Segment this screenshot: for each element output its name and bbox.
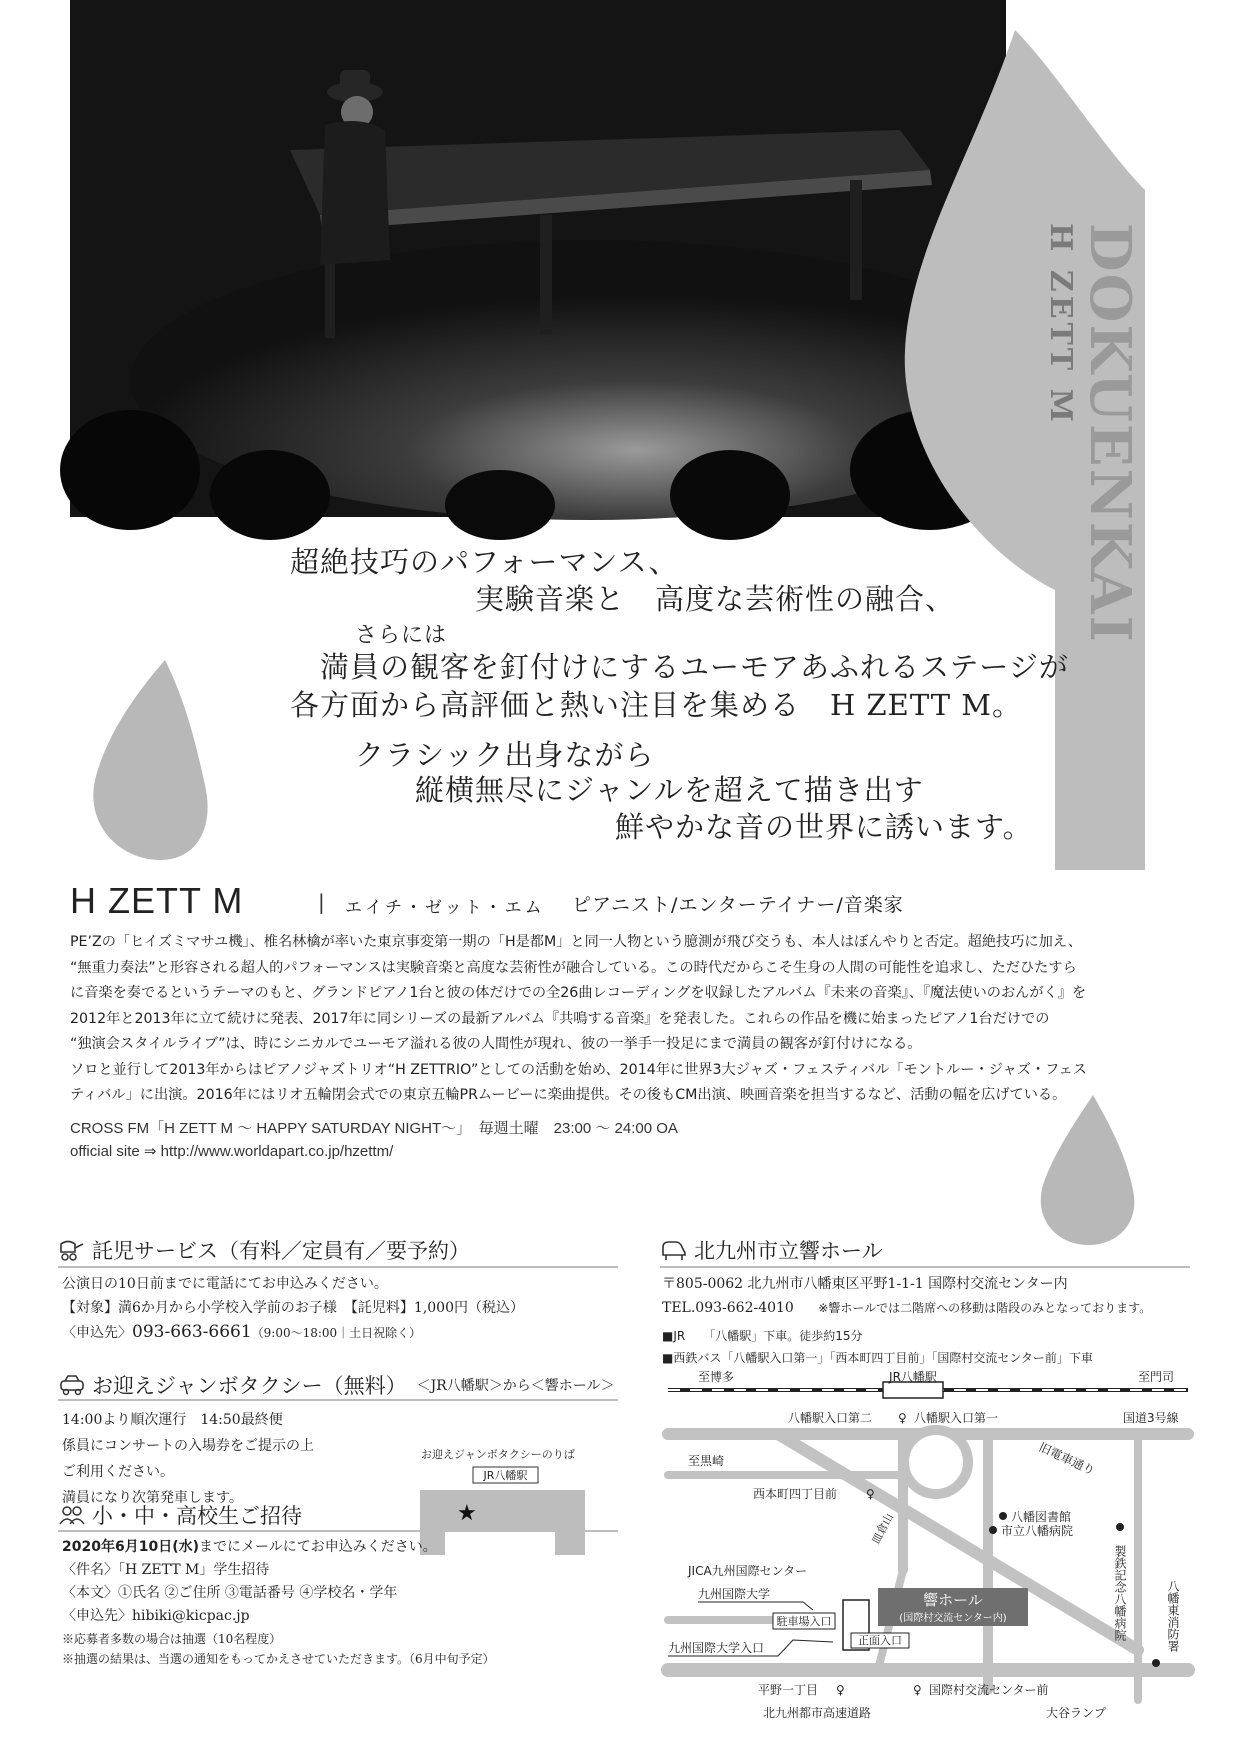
map-otani: 大谷ランプ [1046,1706,1107,1720]
map-to-moji: 至門司 [1138,1370,1175,1384]
section-divider [58,1530,618,1532]
piano-icon [660,1239,688,1261]
vertical-title [1043,215,1143,835]
artist-titles: ピアニスト/エンターテイナー/音楽家 [572,894,904,916]
bio-line: PE’Zの「ヒイズミマサユ機」、椎名林檎が率いた東京事変第一期の「H是都M」と同一人物という臆測が飛び交うも、本人はぼんやりと否定。超絶技巧に加え、 [70,934,1083,950]
students-note-2: ※抽選の結果は、当選の通知をもってかえさせていただきます。（6月中旬予定） [62,1652,495,1666]
official-site-link[interactable]: official site ⇒ http://www.worldapart.co.jp/hzettm/ [70,1143,394,1160]
map-to-hakata: 至博多 [698,1370,735,1384]
catchcopy-line-6: クラシック出身ながら [355,738,655,772]
catchcopy-line-4: 満員の観客を釘付けにするユーモアあふれるステージが [320,650,1069,684]
childcare-line-3 [62,1320,524,1344]
bio-line: ティバル」に出演。2016年にはリオ五輪閉会式での東京五輪PRムービーに楽曲提供。その後もCM出演、映画音楽を担当するなど、活動の幅を広げている。 [70,1087,1067,1103]
map-library: 八幡図書館 [1011,1510,1072,1524]
venue-access-bus: ■西鉄バス「八幡駅入口第一」「西本町四丁目前」「国際村交流センター前」下車 [662,1351,1093,1365]
students-heading [58,1500,302,1530]
students-line-2: 〈件名〉「H ZETT M」学生招待 [62,1562,270,1578]
students-line-1 [62,1536,495,1559]
map-main-entrance: 正面入口 [858,1634,902,1647]
bio-line: “無重力奏法”と形容される超人的パフォーマンスは実験音楽と高度な芸術性が融合している。この時代だからこそ生身の人間の可能性を追求し、ただひたすら [70,959,1077,976]
map-hibiki: 響ホール [923,1591,983,1609]
students-line-3: 〈本文〉①氏名 ②ご住所 ③電話番号 ④学校名・学年 [62,1585,398,1601]
catchcopy-line-7: 縦横無尽にジャンルを超えて描き出す [415,773,924,807]
venue-heading-text: 北九州市立響ホール [694,1239,883,1263]
map-fire-station: 八幡東消防署 [1166,1580,1180,1652]
map-univ-road: 九州国際大学入口 [668,1641,765,1655]
section-divider [58,1266,618,1268]
taxi-route: ＜JR八幡駅＞から＜響ホール＞ [416,1378,615,1394]
map-shrine-road: 皿倉山 [869,1511,897,1547]
students-deadline: 2020年6月10日(水) [62,1539,199,1555]
small-grey-drop-left [90,660,210,860]
bio-line: に音楽を奏でるというテーマのもと、グランドピアノ1台と彼の体だけでの全26曲レコーディングを収録したアルバム『未来の音楽』、『魔法使いのおんがく』を [70,985,1087,1001]
venue-tel[interactable]: TEL.093-662-4010 [662,1300,794,1316]
venue-body [662,1272,1151,1368]
map-stop-daini: 八幡駅入口第二 [788,1411,873,1425]
map-steel-hospital: 製鉄記念八幡病院 [1113,1545,1127,1641]
map-route3: 国道3号線 [1123,1411,1179,1425]
catchcopy-line-8: 鮮やかな音の世界に誘います。 [615,810,1033,844]
map-kokusaimura: 国際村交流センター前 [929,1683,1049,1697]
access-map [668,1370,1188,1720]
small-grey-drop-right [1038,1095,1138,1245]
childcare-body [62,1272,524,1344]
hero-photo [70,0,1006,517]
map-bus-icon: ♀ [913,1683,922,1697]
taxi-line-4: 満員になり次第発車します。 [62,1490,243,1506]
artist-name: H ZETT M [70,880,244,921]
venue-address: 〒805-0062 北九州市八幡東区平野1-1-1 国際村交流センター内 [662,1276,1068,1292]
venue-access-jr: ■JR 「八幡駅」下車。徒歩約15分 [662,1329,863,1343]
map-to-kurosaki: 至黒崎 [688,1454,725,1468]
catchcopy-line-1: 超絶技巧のパフォーマンス、 [290,545,679,579]
taxi-heading [58,1370,614,1400]
students-body [62,1536,495,1668]
childcare-line-2: 【対象】満6か月から小学校入学前のお子様 【託児料】1,000円（税込） [62,1300,524,1316]
venue-tel-row [662,1296,1151,1320]
biography [70,930,1190,1109]
childcare-line-1: 公演日の10日前までに電話にてお申込みください。 [62,1276,388,1292]
childcare-heading [58,1235,470,1265]
students-heading-text: 小・中・高校生ご招待 [92,1504,302,1528]
taxi-body [62,1407,314,1511]
map-bus-icon: ♀ [836,1683,845,1697]
section-divider [660,1266,1190,1268]
map-nishihonmachi: 西本町四丁目前 [753,1487,838,1501]
pram-icon [58,1239,86,1261]
map-bus-icon: ♀ [866,1487,875,1501]
taxi-map-caption: お迎えジャンボタクシーのりば [421,1448,575,1461]
map-hibiki-sub: (国際村交流センター内) [899,1613,1007,1624]
childcare-contact-label: 〈申込先〉 [62,1325,132,1341]
catchcopy-line-5: 各方面から高評価と熱い注目を集める H ZETT M。 [290,688,1022,722]
students-line-4[interactable]: 〈申込先〉hibiki@kicpac.jp [62,1608,250,1624]
artist-kana: エイチ・ゼット・エム [345,898,545,918]
catchcopy-line-3: さらには [355,623,448,648]
map-old-tram: 旧電車通り [1036,1440,1098,1479]
vertical-title-artist: H ZETT M [1043,223,1078,426]
students-line-1-rest: までにメールにてお申込みください。 [199,1539,437,1555]
map-jr-station: JR八幡駅 [889,1370,937,1384]
map-kokusai-univ: 九州国際大学 [698,1587,771,1601]
bio-line: “独演会スタイルライブ”は、時にシニカルでユーモア溢れる彼の人間性が現れ、彼の一挙手一投足にまで満員の観客が釘付けになる。 [70,1036,922,1052]
taxi-line-3: ご利用ください。 [62,1464,174,1480]
catchcopy-line-2: 実験音楽と 高度な芸術性の融合、 [475,582,956,616]
map-expressway: 北九州都市高速道路 [763,1706,872,1720]
map-bus-icon: ♀ [898,1411,907,1425]
section-divider [58,1399,618,1401]
name-separator: | [318,890,325,914]
taxi-heading-text: お迎えジャンボタクシー（無料） [92,1374,407,1398]
childcare-heading-text: 託児サービス（有料／定員有／要予約） [92,1239,470,1263]
map-parking: 駐車場入口 [776,1615,832,1628]
childcare-hours: （9:00～18:00｜土日祝除く） [251,1326,422,1340]
taxi-line-1: 14:00より順次運行 14:50最終便 [62,1412,283,1428]
students-note-1: ※応募者多数の場合は抽選（10名程度） [62,1632,282,1646]
radio-program: CROSS FM「H ZETT M ～ HAPPY SATURDAY NIGHT～」 毎週土曜 23:00 ～ 24:00 OA [70,1120,678,1137]
taxi-map-station: JR八幡駅 [483,1469,528,1482]
map-jica: JICA九州国際センター [688,1564,808,1578]
taxi-icon [58,1374,86,1396]
bio-line: ソロと並行して2013年からはピアノジャズトリオ“H ZETTRIO”としての活動を始め、2014年に世界3大ジャズ・フェスティバル「モントルー・ジャズ・フェス [70,1061,1087,1078]
map-hospital: 市立八幡病院 [1001,1524,1074,1538]
taxi-line-2: 係員にコンサートの入場券をご提示の上 [62,1438,314,1454]
venue-heading [660,1235,883,1265]
map-hirano: 平野一丁目 [758,1683,819,1697]
students-icon [58,1504,86,1526]
bio-line: 2012年と2013年に立て続けに発表、2017年に同シリーズの最新アルバム『共鳴する音楽』を発表した。これらの作品を機に始まったピアノ1台だけでの [70,1010,1050,1027]
venue-tel-note: ※響ホールでは二階席への移動は階段のみとなっております。 [818,1301,1152,1315]
vertical-title-concert: DOKUENKAI [1077,223,1143,644]
star-marker-icon: ★ [457,1501,477,1526]
childcare-phone[interactable]: 093-663-6661 [132,1322,252,1342]
map-stop-daiichi: 八幡駅入口第一 [914,1411,999,1425]
